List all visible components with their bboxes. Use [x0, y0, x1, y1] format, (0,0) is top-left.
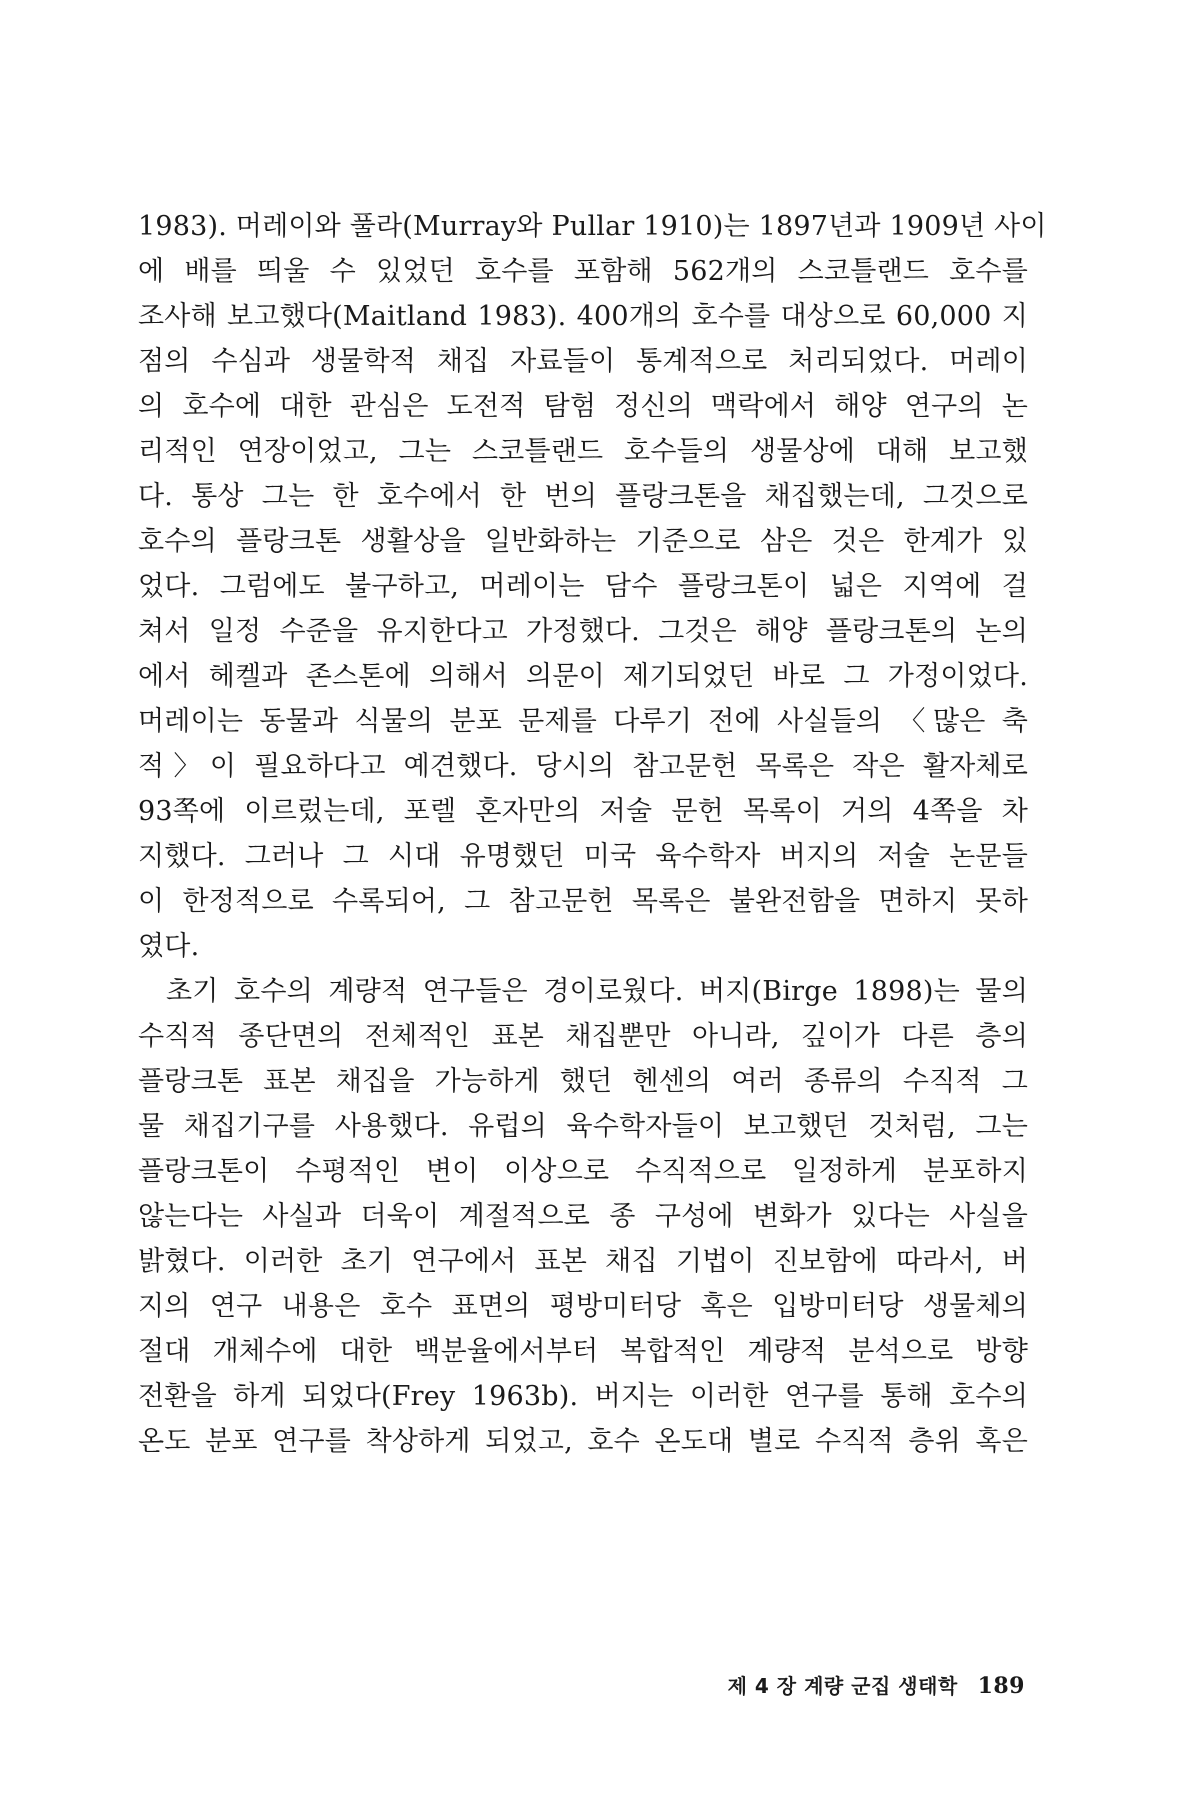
text-line: 머레이는 동물과 식물의 분포 문제를 다루기 전에 사실들의 〈많은 축: [138, 706, 1028, 737]
chapter-title: 제 4 장 계량 군집 생태학: [727, 1674, 958, 1698]
text-line: 점의 수심과 생물학적 채집 자료들이 통계적으로 처리되었다. 머레이: [138, 346, 1028, 377]
text-line: 1983). 머레이와 풀라(Murray와 Pullar 1910)는 1897년과 1909년 사이: [138, 211, 1047, 242]
text-line: 리적인 연장이었고, 그는 스코틀랜드 호수들의 생물상에 대해 보고했: [138, 436, 1028, 467]
text-line: 호수의 플랑크톤 생활상을 일반화하는 기준으로 삼은 것은 한계가 있: [138, 526, 1028, 557]
text-line: 적〉이 필요하다고 예견했다. 당시의 참고문헌 목록은 작은 활자체로: [138, 751, 1028, 782]
text-line: 물 채집기구를 사용했다. 유럽의 육수학자들이 보고했던 것처럼, 그는: [138, 1111, 1028, 1142]
text-line: 절대 개체수에 대한 백분율에서부터 복합적인 계량적 분석으로 방향: [138, 1336, 1028, 1367]
text-line: 플랑크톤이 수평적인 변이 이상으로 수직적으로 일정하게 분포하지: [138, 1156, 1028, 1187]
text-line: 쳐서 일정 수준을 유지한다고 가정했다. 그것은 해양 플랑크톤의 논의: [138, 616, 1028, 647]
text-line: 밝혔다. 이러한 초기 연구에서 표본 채집 기법이 진보함에 따라서, 버: [138, 1246, 1028, 1277]
paragraph: [138, 969, 1028, 1464]
text-line: 에 배를 띄울 수 있었던 호수를 포함해 562개의 스코틀랜드 호수를: [138, 256, 1028, 287]
text-line: 의 호수에 대한 관심은 도전적 탐험 정신의 맥락에서 해양 연구의 논: [138, 391, 1028, 422]
text-line: 플랑크톤 표본 채집을 가능하게 했던 헨센의 여러 종류의 수직적 그: [138, 1066, 1028, 1097]
page-number: 189: [977, 1673, 1025, 1699]
paragraph: [138, 204, 1047, 969]
text-line: 93쪽에 이르렀는데, 포렐 혼자만의 저술 문헌 목록이 거의 4쪽을 차: [138, 796, 1028, 827]
text-line: 수직적 종단면의 전체적인 표본 채집뿐만 아니라, 깊이가 다른 층의: [138, 1021, 1028, 1052]
text-line: 다. 통상 그는 한 호수에서 한 번의 플랑크톤을 채집했는데, 그것으로: [138, 481, 1028, 512]
text-line: 초기 호수의 계량적 연구들은 경이로웠다. 버지(Birge 1898)는 물의: [166, 976, 1028, 1007]
text-line: 온도 분포 연구를 착상하게 되었고, 호수 온도대 별로 수직적 층위 혹은: [138, 1426, 1028, 1457]
text-line: 조사해 보고했다(Maitland 1983). 400개의 호수를 대상으로 60,000 지: [138, 301, 1028, 332]
page-footer: [728, 1670, 1025, 1699]
text-line: 었다. 그럼에도 불구하고, 머레이는 담수 플랑크톤이 넓은 지역에 걸: [138, 571, 1028, 602]
text-line: 전환을 하게 되었다(Frey 1963b). 버지는 이러한 연구를 통해 호수의: [138, 1381, 1028, 1412]
text-line: 지의 연구 내용은 호수 표면의 평방미터당 혹은 입방미터당 생물체의: [138, 1291, 1028, 1322]
text-line: 이 한정적으로 수록되어, 그 참고문헌 목록은 불완전함을 면하지 못하: [138, 886, 1028, 917]
text-line: 였다.: [138, 931, 200, 962]
text-line: 에서 헤켈과 존스톤에 의해서 의문이 제기되었던 바로 그 가정이었다.: [138, 661, 1028, 692]
body-text: [138, 204, 1047, 1464]
text-line: 지했다. 그러나 그 시대 유명했던 미국 육수학자 버지의 저술 논문들: [138, 841, 1028, 872]
text-line: 않는다는 사실과 더욱이 계절적으로 종 구성에 변화가 있다는 사실을: [138, 1201, 1028, 1232]
